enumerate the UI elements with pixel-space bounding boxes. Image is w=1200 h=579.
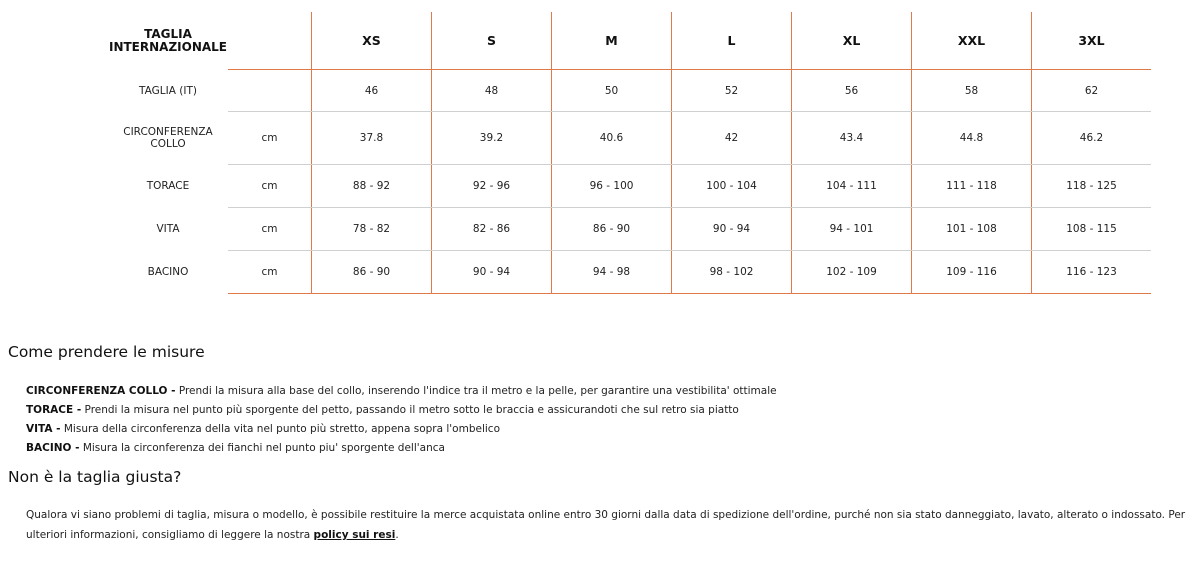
row-label: TORACE: [146, 180, 190, 192]
table-cell: 90 - 94: [672, 208, 792, 251]
row-unit: cm: [228, 208, 312, 251]
table-cell: 92 - 96: [432, 165, 552, 208]
table-cell: 46: [312, 70, 432, 112]
size-header-s: S: [432, 12, 552, 70]
table-cell: 98 - 102: [672, 251, 792, 294]
table-cell: 62: [1032, 70, 1152, 112]
table-cell: 46.2: [1032, 112, 1152, 165]
header-unit-cell: [228, 12, 312, 70]
table-cell: 39.2: [432, 112, 552, 165]
instruction-term: BACINO -: [26, 442, 80, 454]
size-header-xs: XS: [312, 12, 432, 70]
table-cell: 90 - 94: [432, 251, 552, 294]
instruction-item-waist: [26, 420, 1126, 439]
table-cell: 104 - 111: [792, 165, 912, 208]
instruction-term: VITA -: [26, 423, 61, 435]
table-row: [108, 112, 1151, 165]
size-header-xxl: XXL: [912, 12, 1032, 70]
instruction-text: Prendi la misura alla base del collo, inserendo l'indice tra il metro e la pelle, per garantire una vestibilita' ottimale: [175, 385, 777, 397]
returns-policy-link[interactable]: policy sui resi: [313, 529, 396, 541]
table-row: [108, 165, 1151, 208]
table-cell: 58: [912, 70, 1032, 112]
instruction-term: TORACE -: [26, 404, 82, 416]
table-cell: 111 - 118: [912, 165, 1032, 208]
table-cell: 96 - 100: [552, 165, 672, 208]
table-cell: 100 - 104: [672, 165, 792, 208]
size-header-m: M: [552, 12, 672, 70]
returns-text: Qualora vi siano problemi di taglia, misura o modello, è possibile restituire la merce acquistata online entro 30 giorni dalla data di spedizione dell'ordine, purché non sia stato danneggiato, lavato, alterato o indossato. Per ulteriori informazioni, consigliamo di leggere la nostra: [26, 509, 1186, 541]
row-unit: cm: [228, 112, 312, 165]
table-cell: 94 - 98: [552, 251, 672, 294]
table-header-row: [108, 12, 1151, 70]
row-label: BACINO: [147, 266, 189, 278]
table-cell: 118 - 125: [1032, 165, 1152, 208]
instruction-item-chest: [26, 401, 1126, 420]
table-cell: 42: [672, 112, 792, 165]
table-cell: 82 - 86: [432, 208, 552, 251]
table-row: [108, 208, 1151, 251]
table-cell: 52: [672, 70, 792, 112]
table-row: [108, 70, 1151, 112]
size-header-3xl: 3XL: [1032, 12, 1152, 70]
instruction-text: Misura della circonferenza della vita nel punto più stretto, appena sopra l'ombelico: [60, 423, 500, 435]
table-cell: 94 - 101: [792, 208, 912, 251]
instruction-item-hips: [26, 439, 1126, 458]
size-header-l: L: [672, 12, 792, 70]
row-unit: [228, 70, 312, 112]
row-label: VITA: [156, 223, 180, 235]
returns-paragraph: [26, 505, 1198, 545]
instruction-text: Misura la circonferenza dei fianchi nel punto piu' sporgente dell'anca: [79, 442, 445, 454]
table-cell: 88 - 92: [312, 165, 432, 208]
table-cell: 56: [792, 70, 912, 112]
size-table: [108, 12, 1151, 294]
table-cell: 109 - 116: [912, 251, 1032, 294]
table-cell: 43.4: [792, 112, 912, 165]
table-cell: 86 - 90: [312, 251, 432, 294]
table-cell: 116 - 123: [1032, 251, 1152, 294]
instruction-item-neck: [26, 382, 1126, 401]
row-unit: cm: [228, 165, 312, 208]
size-header-xl: XL: [792, 12, 912, 70]
measure-instructions: [26, 382, 1126, 458]
table-row: [108, 251, 1151, 294]
table-cell: 78 - 82: [312, 208, 432, 251]
table-cell: 44.8: [912, 112, 1032, 165]
table-cell: 37.8: [312, 112, 432, 165]
returns-text-end: .: [395, 529, 399, 541]
instruction-text: Prendi la misura nel punto più sporgente del petto, passando il metro sotto le braccia e assicurandoti che sul retro sia piatto: [81, 404, 739, 416]
table-cell: 50: [552, 70, 672, 112]
table-cell: 40.6: [552, 112, 672, 165]
table-cell: 108 - 115: [1032, 208, 1152, 251]
returns-title: Non è la taglia giusta?: [8, 468, 182, 486]
table-cell: 86 - 90: [552, 208, 672, 251]
table-cell: 101 - 108: [912, 208, 1032, 251]
row-label: TAGLIA (IT): [139, 84, 197, 97]
how-to-measure-title: Come prendere le misure: [8, 343, 205, 361]
table-cell: 48: [432, 70, 552, 112]
header-label: TAGLIA INTERNAZIONALE: [108, 26, 227, 54]
table-cell: 102 - 109: [792, 251, 912, 294]
row-label: CIRCONFERENZA COLLO: [123, 126, 213, 150]
row-unit: cm: [228, 251, 312, 294]
instruction-term: CIRCONFERENZA COLLO -: [26, 385, 176, 397]
